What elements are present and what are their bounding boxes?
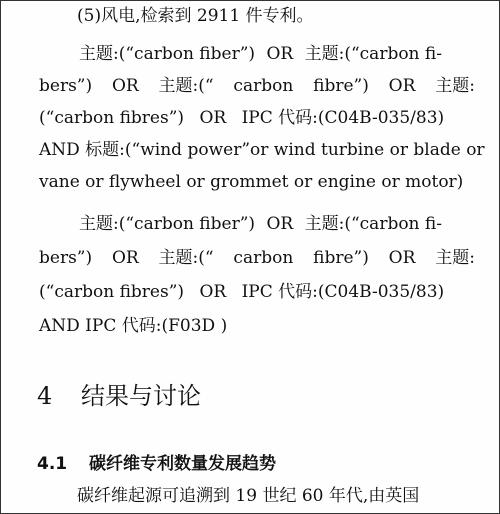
- query1-line1: 主题:(“carbon fiber”) OR 主题:(“carbon fi-: [79, 44, 442, 64]
- query2-line2: bers”) OR 主题:(“ carbon fibre”) OR 主题:: [39, 248, 475, 268]
- query2-line3: (“carbon fibres”) OR IPC 代码:(C04B-035/83): [39, 282, 445, 302]
- section-heading: [37, 381, 201, 411]
- query1-line2: bers”) OR 主题:(“ carbon fibre”) OR 主题:: [39, 76, 475, 96]
- subsection-heading: [37, 453, 276, 475]
- query1-line3: (“carbon fibres”) OR IPC 代码:(C04B-035/83): [39, 108, 445, 128]
- section-number: 4: [37, 382, 53, 410]
- item-5-text: (5)风电,检索到 2911 件专利。: [77, 6, 314, 26]
- subsection-title: 碳纤维专利数量发展趋势: [89, 454, 276, 474]
- subsection-number: 4.1: [37, 454, 68, 474]
- query2-line4: AND IPC 代码:(F03D ): [39, 316, 228, 336]
- body-paragraph-start: 碳纤维起源可追溯到 19 世纪 60 年代,由英国: [77, 486, 420, 506]
- query1-line5: vane or flywheel or grommet or engine or motor): [39, 172, 464, 192]
- section-title: 结果与讨论: [81, 382, 201, 410]
- query2-line1: 主题:(“carbon fiber”) OR 主题:(“carbon fi-: [79, 214, 442, 234]
- query1-line4: AND 标题:(“wind power”or wind turbine or blade or: [39, 140, 485, 160]
